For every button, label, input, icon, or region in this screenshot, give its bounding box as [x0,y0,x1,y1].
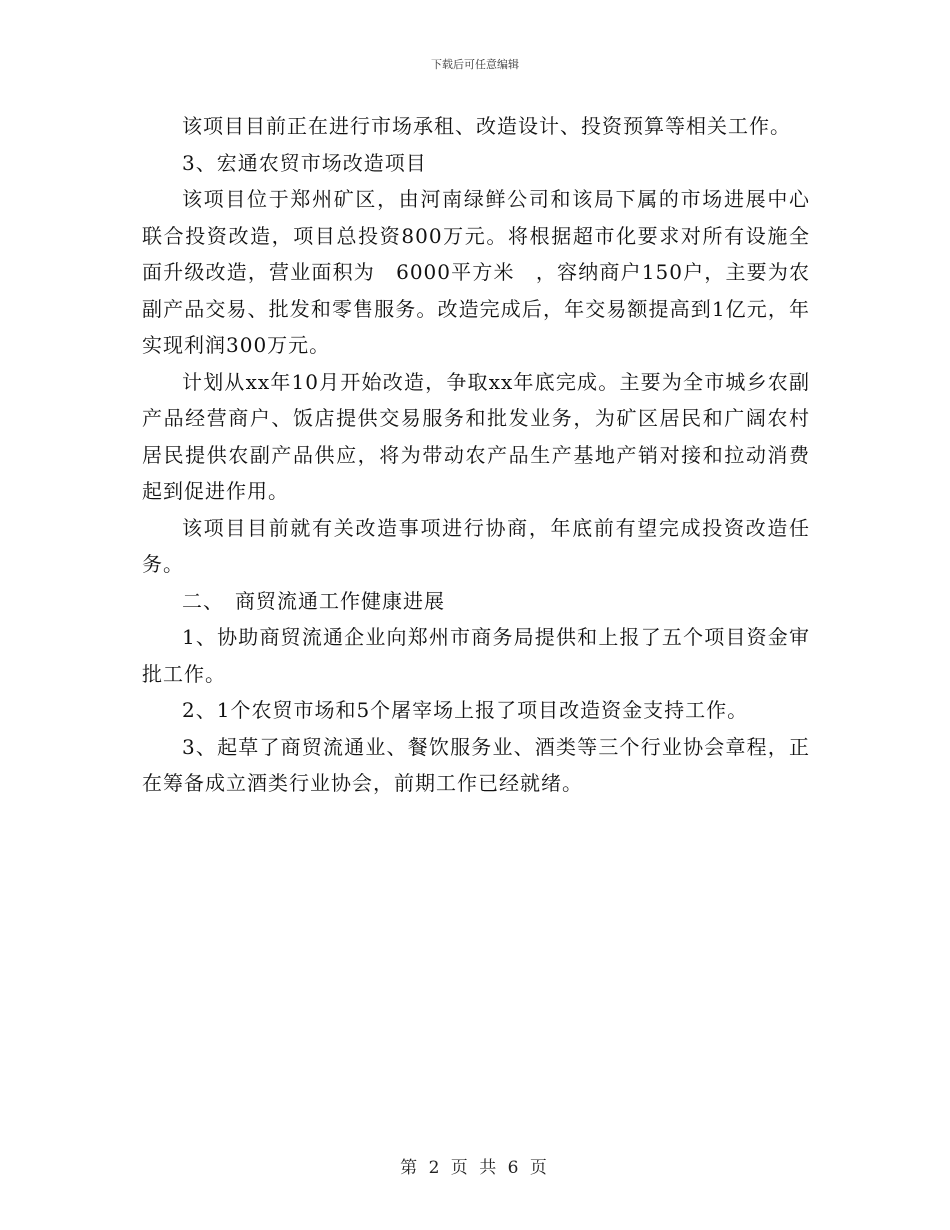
section-heading: 3、宏通农贸市场改造项目 [182,150,427,175]
page-number: 第 2 页 共 6 页 [400,1158,550,1178]
list-item: 1、协助商贸流通企业向郑州市商务局提供和上报了五个项目资金审批工作。 [142,625,810,686]
paragraph: 该项目目前正在进行市场承租、改造设计、投资预算等相关工作。 [182,114,791,138]
list-item: 2、1个农贸市场和5个屠宰场上报了项目改造资金支持工作。 [182,698,749,722]
document-body [142,108,810,802]
list-item: 3、起草了商贸流通业、餐饮服务业、酒类等三个行业协会章程，正在筹备成立酒类行业协会，前期工作已经就绪。 [142,734,810,795]
page-header-note: 下载后可任意编辑 [431,58,519,71]
section-heading: 二、 商贸流通工作健康进展 [182,588,445,613]
paragraph: 该项目目前就有关改造事项进行协商，年底前有望完成投资改造任务。 [142,515,810,576]
paragraph: 该项目位于郑州矿区，由河南绿鲜公司和该局下属的市场进展中心联合投资改造，项目总投资800万元。将根据超市化要求对所有设施全面升级改造，营业面积为 6000平方米 ，容纳商户150户，主要为农副产品交易、批发和零售服务。改造完成后，年交易额提高到1亿元，年实现利润300万元。 [142,187,810,357]
paragraph: 计划从xx年10月开始改造，争取xx年底完成。主要为全市城乡农副产品经营商户、饭店提供交易服务和批发业务，为矿区居民和广阔农村居民提供农副产品供应，将为带动农产品生产基地产销对接和拉动消费起到促进作用。 [142,369,810,503]
